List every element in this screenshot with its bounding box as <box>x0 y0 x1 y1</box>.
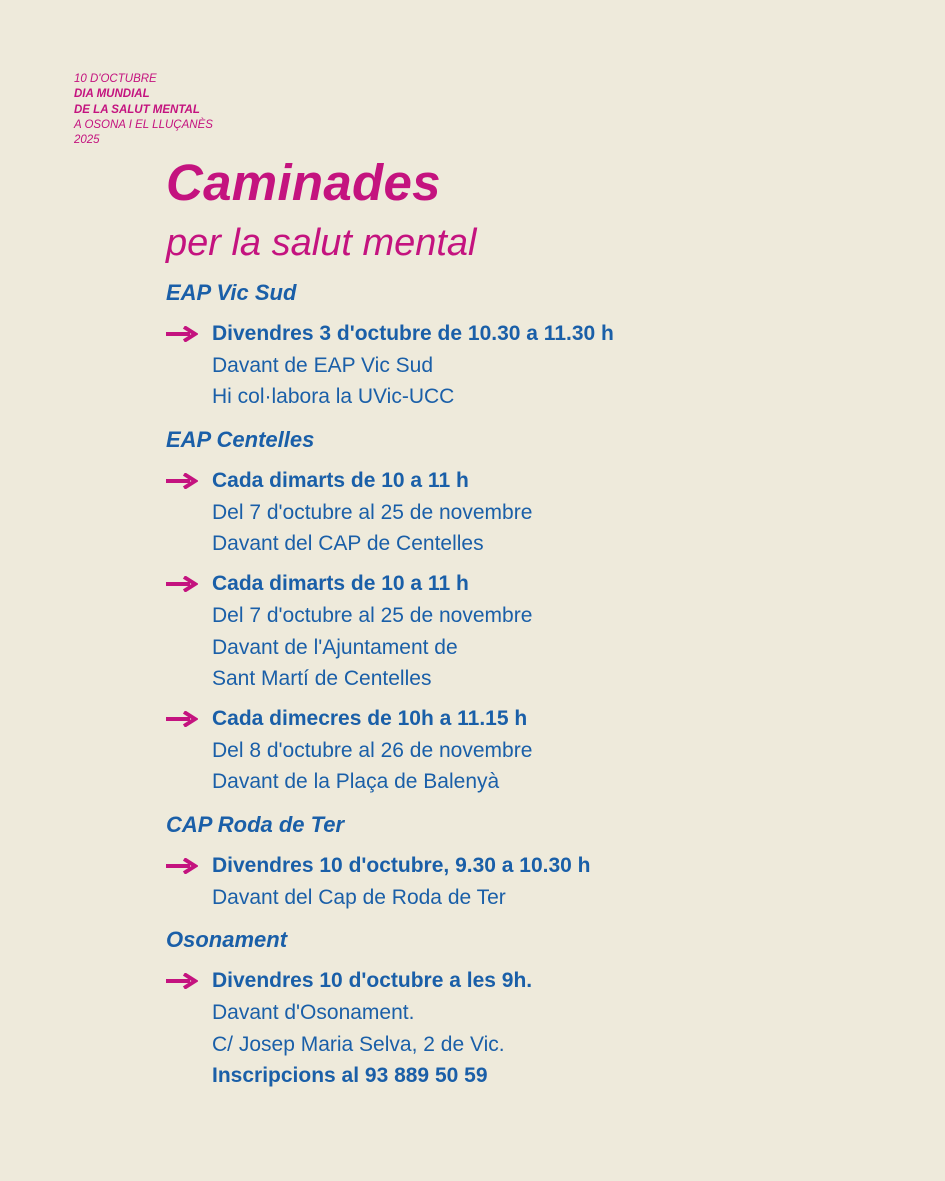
event-heading: Cada dimarts de 10 a 11 h <box>212 572 469 596</box>
event-location: Davant del Cap de Roda de Ter <box>212 885 506 909</box>
event-heading: Divendres 3 d'octubre de 10.30 a 11.30 h <box>212 322 614 345</box>
event-location: Davant del CAP de Centelles <box>212 532 484 556</box>
event-location: Davant de l'Ajuntament de <box>212 635 458 659</box>
section-title-osonament: Osonament <box>166 927 288 953</box>
header-event-name-cont: DE LA SALUT MENTAL <box>74 103 200 116</box>
arrow-right-icon <box>166 576 198 592</box>
event-header <box>74 72 213 148</box>
event-heading: Cada dimecres de 10h a 11.15 h <box>212 706 528 730</box>
schedule-list <box>166 278 906 1092</box>
arrow-right-icon <box>166 326 198 342</box>
section-title-cap-roda-de-ter: CAP Roda de Ter <box>166 811 345 837</box>
arrow-right-icon <box>166 711 198 727</box>
event-dates: Del 8 d'octubre al 26 de novembre <box>212 738 533 762</box>
event-heading: Divendres 10 d'octubre, 9.30 a 10.30 h <box>212 853 591 877</box>
event-centelles-3 <box>166 703 906 798</box>
header-event-name: DIA MUNDIAL <box>74 88 150 101</box>
arrow-right-icon <box>166 473 198 489</box>
arrow-right-icon <box>166 973 198 989</box>
event-vic-sud <box>166 318 906 413</box>
registration-phone: Inscripcions al 93 889 50 59 <box>212 1064 488 1088</box>
event-centelles-1 <box>166 465 906 560</box>
header-year: 2025 <box>74 134 100 147</box>
event-roda-de-ter <box>166 850 906 913</box>
section-title-eap-centelles: EAP Centelles <box>166 427 315 453</box>
event-osonament <box>166 965 906 1092</box>
section-title-eap-vic-sud: EAP Vic Sud <box>166 280 297 305</box>
event-centelles-2 <box>166 568 906 695</box>
event-heading: Divendres 10 d'octubre a les 9h. <box>212 969 533 993</box>
event-location: Davant de EAP Vic Sud <box>212 353 434 377</box>
header-date: 10 D'OCTUBRE <box>74 73 157 85</box>
event-dates: Del 7 d'octubre al 25 de novembre <box>212 603 533 627</box>
event-dates: Del 7 d'octubre al 25 de novembre <box>212 500 533 524</box>
event-note: Hi col·labora la UVic-UCC <box>212 385 455 409</box>
event-location-cont: Sant Martí de Centelles <box>212 667 432 691</box>
arrow-right-icon <box>166 858 198 874</box>
event-heading: Cada dimarts de 10 a 11 h <box>212 469 469 493</box>
page-subtitle: per la salut mental <box>166 222 477 264</box>
event-address: C/ Josep Maria Selva, 2 de Vic. <box>212 1032 505 1056</box>
header-region: A OSONA I EL LLUÇANÈS <box>74 118 213 131</box>
event-location: Davant d'Osonament. <box>212 1001 415 1024</box>
event-location: Davant de la Plaça de Balenyà <box>212 770 500 794</box>
page-title: Caminades <box>166 154 441 211</box>
